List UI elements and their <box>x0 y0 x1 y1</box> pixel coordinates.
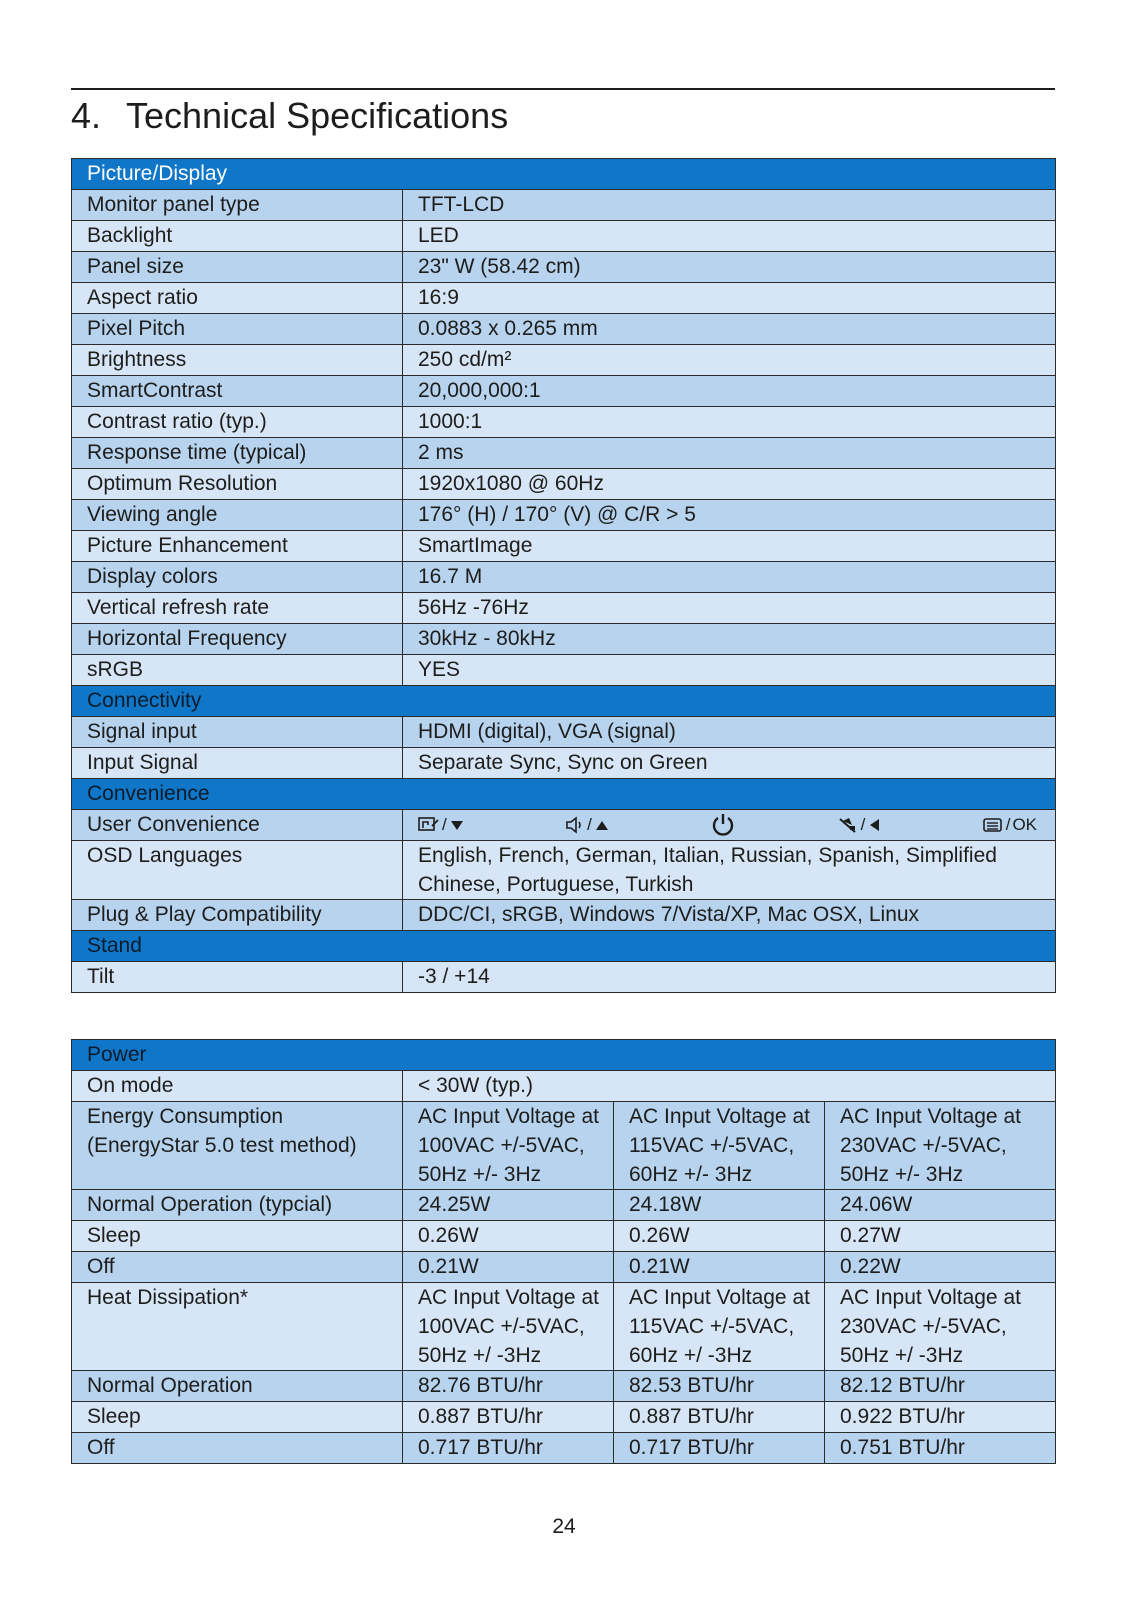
control-icon-group <box>982 810 1037 839</box>
table-row <box>72 283 1056 314</box>
spec-value: HDMI (digital), VGA (signal) <box>403 717 1056 748</box>
table-row <box>72 624 1056 655</box>
menu-icon <box>982 816 1004 834</box>
spec-label: Optimum Resolution <box>72 469 403 500</box>
spec-value: 1000:1 <box>403 407 1056 438</box>
spec-label-line: Energy Consumption <box>87 1105 284 1128</box>
spec-value <box>614 1102 825 1190</box>
spec-value: 0.26W <box>614 1221 825 1252</box>
spec-value: 16.7 M <box>403 562 1056 593</box>
spec-label: Normal Operation (typcial) <box>72 1190 403 1221</box>
spec-value: 0.26W <box>403 1221 614 1252</box>
spec-label-line: Heat Dissipation* <box>87 1286 249 1309</box>
spec-label: Off <box>72 1433 403 1464</box>
control-icon-group <box>418 810 465 839</box>
table-row <box>72 655 1056 686</box>
table-row <box>72 841 1056 900</box>
spec-value <box>614 1283 825 1371</box>
control-icon-group <box>837 810 882 839</box>
down-arrow-icon <box>449 818 465 832</box>
spec-value: 0.0883 x 0.265 mm <box>403 314 1056 345</box>
table-row <box>72 1252 1056 1283</box>
section-header-label: Connectivity <box>72 686 1056 717</box>
spec-value: YES <box>403 655 1056 686</box>
spec-value: 0.922 BTU/hr <box>825 1402 1056 1433</box>
spec-value: 0.887 BTU/hr <box>614 1402 825 1433</box>
spec-value: TFT-LCD <box>403 190 1056 221</box>
spec-label: Display colors <box>72 562 403 593</box>
section-number: 4. <box>71 95 102 136</box>
spec-value: 1920x1080 @ 60Hz <box>403 469 1056 500</box>
spec-label: Contrast ratio (typ.) <box>72 407 403 438</box>
spec-value <box>403 810 1056 841</box>
table-row <box>72 1221 1056 1252</box>
spec-label: Panel size <box>72 252 403 283</box>
mute-icon <box>837 816 859 834</box>
spec-label: Sleep <box>72 1221 403 1252</box>
table-row <box>72 407 1056 438</box>
icon-separator: / <box>442 815 447 834</box>
spec-value: 82.12 BTU/hr <box>825 1371 1056 1402</box>
spec-label: SmartContrast <box>72 376 403 407</box>
spec-value: 16:9 <box>403 283 1056 314</box>
spec-value: -3 / +14 <box>403 962 1056 993</box>
spec-label: Vertical refresh rate <box>72 593 403 624</box>
spec-label: sRGB <box>72 655 403 686</box>
spec-label: Horizontal Frequency <box>72 624 403 655</box>
section-title: Technical Specifications <box>126 95 509 136</box>
spec-value-line: 230VAC +/-5VAC, <box>840 1315 1007 1338</box>
power-table-body <box>72 1040 1056 1464</box>
spec-value-line: 60Hz +/- 3Hz <box>629 1163 753 1186</box>
specs-table <box>71 158 1056 993</box>
table-row <box>72 531 1056 562</box>
spec-value: 0.21W <box>403 1252 614 1283</box>
spec-value: SmartImage <box>403 531 1056 562</box>
spec-value-line: 50Hz +/- 3Hz <box>418 1163 542 1186</box>
spec-label: OSD Languages <box>72 841 403 900</box>
section-header-label: Convenience <box>72 779 1056 810</box>
spec-label: Off <box>72 1252 403 1283</box>
spec-value: 250 cd/m² <box>403 345 1056 376</box>
table-row <box>72 345 1056 376</box>
table-row <box>72 1402 1056 1433</box>
table-row <box>72 717 1056 748</box>
spec-value: DDC/CI, sRGB, Windows 7/Vista/XP, Mac OSX, Linux <box>403 900 1056 931</box>
spec-label: Aspect ratio <box>72 283 403 314</box>
spec-label: Pixel Pitch <box>72 314 403 345</box>
spec-label: Signal input <box>72 717 403 748</box>
smartimage-icon <box>418 816 440 834</box>
icon-separator: / <box>860 815 866 834</box>
top-rule <box>71 88 1055 90</box>
spec-label: Picture Enhancement <box>72 531 403 562</box>
left-arrow-icon <box>867 817 881 833</box>
table-row <box>72 438 1056 469</box>
spec-value-line: 230VAC +/-5VAC, <box>840 1134 1007 1157</box>
section-header-label: Picture/Display <box>72 159 1056 190</box>
section-header-connectivity <box>72 686 1056 717</box>
spec-value-line: 115VAC +/-5VAC, <box>629 1315 795 1338</box>
spec-value-line: 100VAC +/-5VAC, <box>418 1315 585 1338</box>
table-row <box>72 962 1056 993</box>
specs-table-body <box>72 159 1056 993</box>
spec-value-line: 115VAC +/-5VAC, <box>629 1134 795 1157</box>
spec-value-line: AC Input Voltage at <box>418 1105 599 1128</box>
spec-value-line: Chinese, Portuguese, Turkish <box>418 873 694 896</box>
spec-value: 0.717 BTU/hr <box>403 1433 614 1464</box>
control-icon-group <box>710 812 736 838</box>
speaker-icon <box>565 816 585 834</box>
spec-value-line: AC Input Voltage at <box>629 1105 810 1128</box>
spec-value: 2 ms <box>403 438 1056 469</box>
spec-value: 0.21W <box>614 1252 825 1283</box>
table-row <box>72 190 1056 221</box>
spec-value: 24.06W <box>825 1190 1056 1221</box>
spec-value-line: AC Input Voltage at <box>629 1286 810 1309</box>
spec-value <box>403 841 1056 900</box>
power-icon <box>710 812 736 838</box>
spec-value-line: 60Hz +/ -3Hz <box>629 1344 753 1367</box>
page-title <box>71 94 508 138</box>
section-header-picture <box>72 159 1056 190</box>
spec-value <box>403 1283 614 1371</box>
spec-value: 82.76 BTU/hr <box>403 1371 614 1402</box>
spec-value: 0.751 BTU/hr <box>825 1433 1056 1464</box>
spec-value-line: AC Input Voltage at <box>418 1286 599 1309</box>
power-table <box>71 1039 1056 1464</box>
table-row <box>72 314 1056 345</box>
spec-label: Plug & Play Compatibility <box>72 900 403 931</box>
table-row <box>72 748 1056 779</box>
section-header-power <box>72 1040 1056 1071</box>
spec-label: User Convenience <box>72 810 403 841</box>
section-header-convenience <box>72 779 1056 810</box>
spec-value: 56Hz -76Hz <box>403 593 1056 624</box>
control-icons <box>418 810 1055 839</box>
spec-value: 20,000,000:1 <box>403 376 1056 407</box>
spec-label: Normal Operation <box>72 1371 403 1402</box>
spec-value-line: 50Hz +/- 3Hz <box>840 1163 964 1186</box>
section-header-label: Power <box>72 1040 1056 1071</box>
table-row <box>72 1433 1056 1464</box>
spec-value: 0.27W <box>825 1221 1056 1252</box>
spec-label: Tilt <box>72 962 403 993</box>
spec-value-line: AC Input Voltage at <box>840 1286 1021 1309</box>
table-row <box>72 1371 1056 1402</box>
spec-label: Monitor panel type <box>72 190 403 221</box>
spec-label: Viewing angle <box>72 500 403 531</box>
icon-separator: / <box>1005 815 1011 834</box>
spec-value <box>825 1102 1056 1190</box>
spec-value: 0.717 BTU/hr <box>614 1433 825 1464</box>
up-arrow-icon <box>594 818 610 832</box>
spec-label: Brightness <box>72 345 403 376</box>
icon-separator: / <box>587 815 592 834</box>
spec-label-line: (EnergyStar 5.0 test method) <box>87 1134 357 1157</box>
table-row <box>72 469 1056 500</box>
spec-value-line: 100VAC +/-5VAC, <box>418 1134 585 1157</box>
spec-label: Response time (typical) <box>72 438 403 469</box>
section-header-label: Stand <box>72 931 1056 962</box>
spec-value <box>403 1102 614 1190</box>
spec-label: Input Signal <box>72 748 403 779</box>
spec-value: 24.18W <box>614 1190 825 1221</box>
spec-value: 24.25W <box>403 1190 614 1221</box>
table-row <box>72 500 1056 531</box>
table-row <box>72 1071 1056 1102</box>
table-row <box>72 1283 1056 1371</box>
spec-value: 82.53 BTU/hr <box>614 1371 825 1402</box>
spec-label <box>72 1102 403 1190</box>
spec-value: LED <box>403 221 1056 252</box>
table-row <box>72 900 1056 931</box>
table-row <box>72 221 1056 252</box>
spec-value-line: AC Input Voltage at <box>840 1105 1021 1128</box>
spec-value: 30kHz - 80kHz <box>403 624 1056 655</box>
table-row <box>72 562 1056 593</box>
section-header-stand <box>72 931 1056 962</box>
table-row <box>72 1190 1056 1221</box>
table-row <box>72 810 1056 841</box>
spec-value-line: 50Hz +/ -3Hz <box>418 1344 542 1367</box>
table-row <box>72 376 1056 407</box>
ok-label: OK <box>1012 815 1037 834</box>
control-icon-group <box>565 810 610 839</box>
table-row <box>72 1102 1056 1190</box>
spec-value: < 30W (typ.) <box>403 1071 1056 1102</box>
spec-label: Backlight <box>72 221 403 252</box>
table-row <box>72 593 1056 624</box>
spec-value: 176° (H) / 170° (V) @ C/R > 5 <box>403 500 1056 531</box>
page-number: 24 <box>552 1515 576 1538</box>
spec-label <box>72 1283 403 1371</box>
spec-value-line: English, French, German, Italian, Russian, Spanish, Simplified <box>418 844 997 867</box>
table-row <box>72 252 1056 283</box>
spec-label: Sleep <box>72 1402 403 1433</box>
spec-value: 23" W (58.42 cm) <box>403 252 1056 283</box>
spec-label: On mode <box>72 1071 403 1102</box>
spec-value: 0.887 BTU/hr <box>403 1402 614 1433</box>
spec-value-line: 50Hz +/ -3Hz <box>840 1344 964 1367</box>
spec-value <box>825 1283 1056 1371</box>
spec-value: 0.22W <box>825 1252 1056 1283</box>
spec-value: Separate Sync, Sync on Green <box>403 748 1056 779</box>
